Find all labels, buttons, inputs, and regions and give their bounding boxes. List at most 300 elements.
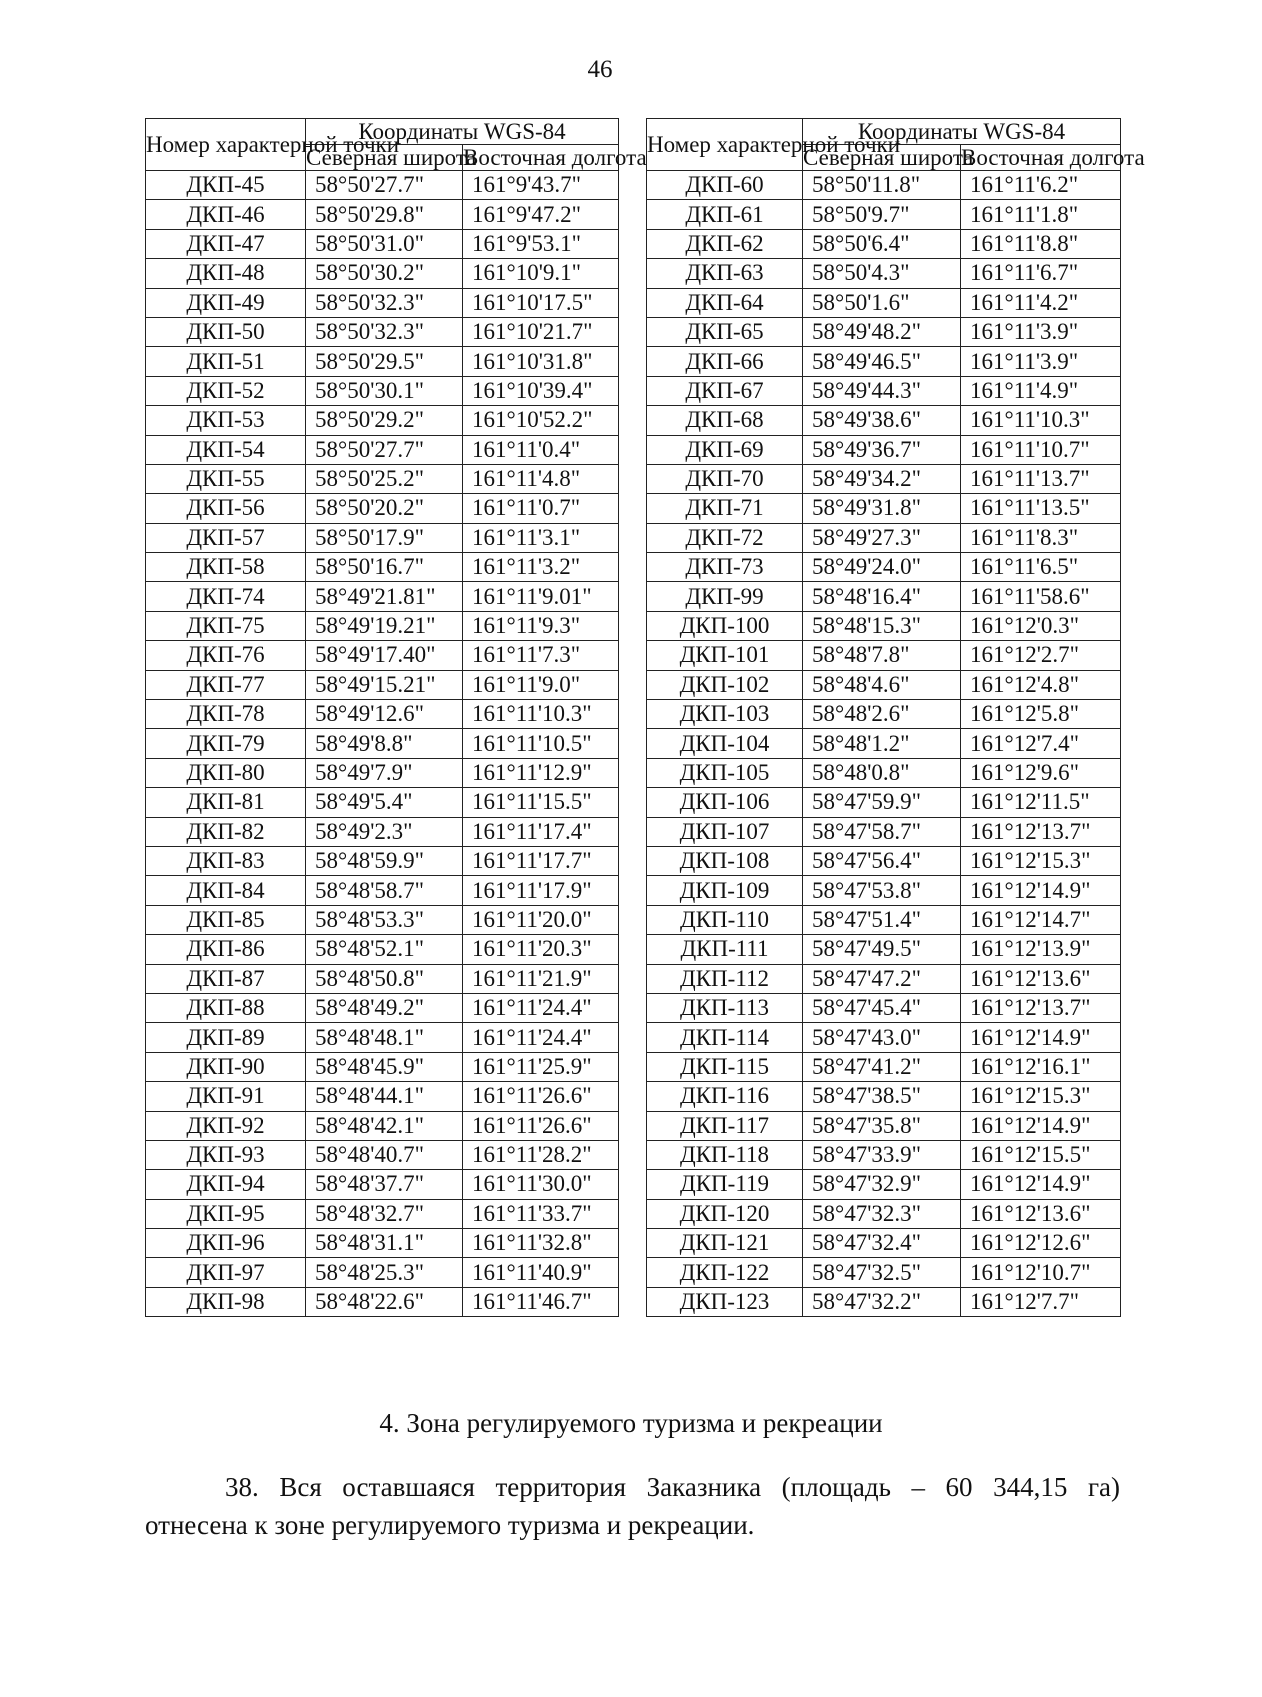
longitude-cell: 161°11'17.4" (463, 817, 619, 846)
table-row (146, 494, 619, 523)
point-id-cell: ДКП-65 (647, 317, 803, 346)
point-id-cell: ДКП-83 (146, 846, 306, 875)
longitude-cell: 161°12'5.8" (961, 700, 1121, 729)
point-id-cell: ДКП-107 (647, 817, 803, 846)
longitude-cell: 161°9'43.7" (463, 171, 619, 200)
longitude-cell: 161°11'13.7" (961, 464, 1121, 493)
longitude-cell: 161°12'7.7" (961, 1287, 1121, 1316)
point-id-cell: ДКП-53 (146, 406, 306, 435)
point-id-cell: ДКП-91 (146, 1082, 306, 1111)
point-id-cell: ДКП-74 (146, 582, 306, 611)
latitude-cell: 58°49'46.5" (803, 347, 961, 376)
longitude-cell: 161°12'15.5" (961, 1140, 1121, 1169)
header-point-number: Номер характерной точки (146, 119, 306, 171)
longitude-cell: 161°11'10.3" (463, 700, 619, 729)
table-row (647, 1258, 1121, 1287)
latitude-cell: 58°48'22.6" (306, 1287, 463, 1316)
table-row (146, 905, 619, 934)
point-id-cell: ДКП-110 (647, 905, 803, 934)
longitude-cell: 161°11'9.3" (463, 611, 619, 640)
point-id-cell: ДКП-92 (146, 1111, 306, 1140)
latitude-cell: 58°49'44.3" (803, 376, 961, 405)
longitude-cell: 161°12'13.6" (961, 964, 1121, 993)
longitude-cell: 161°12'14.7" (961, 905, 1121, 934)
longitude-cell: 161°12'13.9" (961, 935, 1121, 964)
longitude-cell: 161°9'53.1" (463, 229, 619, 258)
table-row (146, 1287, 619, 1316)
point-id-cell: ДКП-71 (647, 494, 803, 523)
longitude-cell: 161°12'9.6" (961, 758, 1121, 787)
point-id-cell: ДКП-63 (647, 259, 803, 288)
longitude-cell: 161°10'52.2" (463, 406, 619, 435)
latitude-cell: 58°50'6.4" (803, 229, 961, 258)
point-id-cell: ДКП-101 (647, 641, 803, 670)
longitude-cell: 161°11'10.7" (961, 435, 1121, 464)
table-row (647, 406, 1121, 435)
table-row (146, 1111, 619, 1140)
longitude-cell: 161°11'10.5" (463, 729, 619, 758)
point-id-cell: ДКП-55 (146, 464, 306, 493)
header-longitude: Восточная долгота (961, 145, 1145, 170)
latitude-cell: 58°48'45.9" (306, 1052, 463, 1081)
table-row (146, 1140, 619, 1169)
point-id-cell: ДКП-68 (647, 406, 803, 435)
longitude-cell: 161°12'14.9" (961, 876, 1121, 905)
table-body (647, 171, 1121, 1317)
point-id-cell: ДКП-75 (146, 611, 306, 640)
point-id-cell: ДКП-73 (647, 553, 803, 582)
longitude-cell: 161°11'33.7" (463, 1199, 619, 1228)
table-row (146, 758, 619, 787)
latitude-cell: 58°49'7.9" (306, 758, 463, 787)
table-row (146, 259, 619, 288)
latitude-cell: 58°48'15.3" (803, 611, 961, 640)
table-row (146, 670, 619, 699)
point-id-cell: ДКП-100 (647, 611, 803, 640)
point-id-cell: ДКП-103 (647, 700, 803, 729)
latitude-cell: 58°47'56.4" (803, 846, 961, 875)
latitude-cell: 58°49'36.7" (803, 435, 961, 464)
table-row (647, 1052, 1121, 1081)
latitude-cell: 58°50'27.7" (306, 435, 463, 464)
table-row (647, 1140, 1121, 1169)
longitude-cell: 161°11'9.01" (463, 582, 619, 611)
longitude-cell: 161°11'3.1" (463, 523, 619, 552)
point-id-cell: ДКП-99 (647, 582, 803, 611)
point-id-cell: ДКП-94 (146, 1170, 306, 1199)
table-row (647, 700, 1121, 729)
point-id-cell: ДКП-54 (146, 435, 306, 464)
point-id-cell: ДКП-56 (146, 494, 306, 523)
latitude-cell: 58°47'59.9" (803, 788, 961, 817)
longitude-cell: 161°12'13.7" (961, 817, 1121, 846)
latitude-cell: 58°48'1.2" (803, 729, 961, 758)
point-id-cell: ДКП-67 (647, 376, 803, 405)
table-header (146, 119, 647, 171)
latitude-cell: 58°50'25.2" (306, 464, 463, 493)
longitude-cell: 161°10'21.7" (463, 317, 619, 346)
point-id-cell: ДКП-97 (146, 1258, 306, 1287)
latitude-cell: 58°48'7.8" (803, 641, 961, 670)
latitude-cell: 58°49'34.2" (803, 464, 961, 493)
point-id-cell: ДКП-114 (647, 1023, 803, 1052)
point-id-cell: ДКП-104 (647, 729, 803, 758)
longitude-cell: 161°12'10.7" (961, 1258, 1121, 1287)
table-row (146, 700, 619, 729)
longitude-cell: 161°11'3.2" (463, 553, 619, 582)
point-id-cell: ДКП-98 (146, 1287, 306, 1316)
table-row (146, 1052, 619, 1081)
table-row (647, 229, 1121, 258)
table-row (647, 1287, 1121, 1316)
point-id-cell: ДКП-115 (647, 1052, 803, 1081)
longitude-cell: 161°12'13.6" (961, 1199, 1121, 1228)
longitude-cell: 161°11'4.2" (961, 288, 1121, 317)
table-row (146, 817, 619, 846)
latitude-cell: 58°50'31.0" (306, 229, 463, 258)
latitude-cell: 58°49'38.6" (803, 406, 961, 435)
point-id-cell: ДКП-80 (146, 758, 306, 787)
point-id-cell: ДКП-109 (647, 876, 803, 905)
table-row (647, 611, 1121, 640)
longitude-cell: 161°12'16.1" (961, 1052, 1121, 1081)
table-row (146, 788, 619, 817)
table-row (647, 171, 1121, 200)
longitude-cell: 161°11'7.3" (463, 641, 619, 670)
point-id-cell: ДКП-62 (647, 229, 803, 258)
table-row (647, 788, 1121, 817)
point-id-cell: ДКП-50 (146, 317, 306, 346)
point-id-cell: ДКП-77 (146, 670, 306, 699)
point-id-cell: ДКП-123 (647, 1287, 803, 1316)
table-row (146, 846, 619, 875)
table-header (647, 119, 1145, 171)
latitude-cell: 58°47'53.8" (803, 876, 961, 905)
longitude-cell: 161°12'15.3" (961, 846, 1121, 875)
table-row (647, 729, 1121, 758)
latitude-cell: 58°47'32.2" (803, 1287, 961, 1316)
header-longitude: Восточная долгота (463, 145, 647, 170)
latitude-cell: 58°48'49.2" (306, 993, 463, 1022)
longitude-cell: 161°11'28.2" (463, 1140, 619, 1169)
point-id-cell: ДКП-112 (647, 964, 803, 993)
longitude-cell: 161°11'4.9" (961, 376, 1121, 405)
paragraph-38 (145, 1468, 1120, 1544)
point-id-cell: ДКП-86 (146, 935, 306, 964)
longitude-cell: 161°11'3.9" (961, 347, 1121, 376)
longitude-cell: 161°10'9.1" (463, 259, 619, 288)
table-row (647, 964, 1121, 993)
table-row (146, 1258, 619, 1287)
point-id-cell: ДКП-88 (146, 993, 306, 1022)
latitude-cell: 58°47'58.7" (803, 817, 961, 846)
point-id-cell: ДКП-45 (146, 171, 306, 200)
table-row (647, 200, 1121, 229)
longitude-cell: 161°11'20.0" (463, 905, 619, 934)
point-id-cell: ДКП-51 (146, 347, 306, 376)
longitude-cell: 161°11'0.7" (463, 494, 619, 523)
header-coordinates: Координаты WGS-84 (306, 119, 619, 145)
latitude-cell: 58°48'0.8" (803, 758, 961, 787)
latitude-cell: 58°50'17.9" (306, 523, 463, 552)
table-row (146, 435, 619, 464)
latitude-cell: 58°49'48.2" (803, 317, 961, 346)
table-row (647, 1023, 1121, 1052)
latitude-cell: 58°49'15.21" (306, 670, 463, 699)
longitude-cell: 161°11'24.4" (463, 1023, 619, 1052)
longitude-cell: 161°12'12.6" (961, 1229, 1121, 1258)
longitude-cell: 161°11'6.7" (961, 259, 1121, 288)
point-id-cell: ДКП-78 (146, 700, 306, 729)
latitude-cell: 58°48'48.1" (306, 1023, 463, 1052)
table-row (647, 435, 1121, 464)
table-row (647, 259, 1121, 288)
table-row (146, 1023, 619, 1052)
point-id-cell: ДКП-89 (146, 1023, 306, 1052)
point-id-cell: ДКП-60 (647, 171, 803, 200)
point-id-cell: ДКП-72 (647, 523, 803, 552)
point-id-cell: ДКП-106 (647, 788, 803, 817)
latitude-cell: 58°47'45.4" (803, 993, 961, 1022)
table-row (146, 464, 619, 493)
point-id-cell: ДКП-69 (647, 435, 803, 464)
latitude-cell: 58°50'9.7" (803, 200, 961, 229)
table-row (146, 1170, 619, 1199)
longitude-cell: 161°12'13.7" (961, 993, 1121, 1022)
point-id-cell: ДКП-117 (647, 1111, 803, 1140)
longitude-cell: 161°11'20.3" (463, 935, 619, 964)
longitude-cell: 161°11'17.7" (463, 846, 619, 875)
table-row (146, 993, 619, 1022)
longitude-cell: 161°11'13.5" (961, 494, 1121, 523)
table-row (647, 376, 1121, 405)
table-row (647, 670, 1121, 699)
table-row (647, 494, 1121, 523)
table-row (146, 171, 619, 200)
latitude-cell: 58°47'33.9" (803, 1140, 961, 1169)
table-row (146, 582, 619, 611)
table-row (146, 317, 619, 346)
latitude-cell: 58°50'11.8" (803, 171, 961, 200)
point-id-cell: ДКП-105 (647, 758, 803, 787)
table-row (647, 1229, 1121, 1258)
table-row (647, 817, 1121, 846)
longitude-cell: 161°11'25.9" (463, 1052, 619, 1081)
point-id-cell: ДКП-52 (146, 376, 306, 405)
longitude-cell: 161°11'4.8" (463, 464, 619, 493)
table-row (647, 876, 1121, 905)
latitude-cell: 58°47'32.3" (803, 1199, 961, 1228)
longitude-cell: 161°11'6.2" (961, 171, 1121, 200)
point-id-cell: ДКП-118 (647, 1140, 803, 1169)
latitude-cell: 58°47'38.5" (803, 1082, 961, 1111)
latitude-cell: 58°49'2.3" (306, 817, 463, 846)
latitude-cell: 58°48'32.7" (306, 1199, 463, 1228)
longitude-cell: 161°11'15.5" (463, 788, 619, 817)
table-row (146, 964, 619, 993)
latitude-cell: 58°47'35.8" (803, 1111, 961, 1140)
table-row (146, 611, 619, 640)
header-point-number: Номер характерной точки (647, 119, 803, 171)
latitude-cell: 58°49'12.6" (306, 700, 463, 729)
table-row (647, 758, 1121, 787)
latitude-cell: 58°48'25.3" (306, 1258, 463, 1287)
longitude-cell: 161°11'58.6" (961, 582, 1121, 611)
point-id-cell: ДКП-102 (647, 670, 803, 699)
latitude-cell: 58°47'49.5" (803, 935, 961, 964)
point-id-cell: ДКП-84 (146, 876, 306, 905)
latitude-cell: 58°49'8.8" (306, 729, 463, 758)
longitude-cell: 161°11'17.9" (463, 876, 619, 905)
point-id-cell: ДКП-81 (146, 788, 306, 817)
table-row (146, 229, 619, 258)
latitude-cell: 58°50'20.2" (306, 494, 463, 523)
latitude-cell: 58°48'2.6" (803, 700, 961, 729)
page-number: 46 (587, 56, 613, 83)
table-row (647, 523, 1121, 552)
longitude-cell: 161°11'0.4" (463, 435, 619, 464)
table-row (146, 376, 619, 405)
latitude-cell: 58°48'59.9" (306, 846, 463, 875)
latitude-cell: 58°49'19.21" (306, 611, 463, 640)
table-row (146, 523, 619, 552)
table-row (647, 935, 1121, 964)
point-id-cell: ДКП-85 (146, 905, 306, 934)
longitude-cell: 161°9'47.2" (463, 200, 619, 229)
point-id-cell: ДКП-48 (146, 259, 306, 288)
table-row (146, 200, 619, 229)
header-latitude: Северная широта (306, 145, 477, 170)
longitude-cell: 161°10'39.4" (463, 376, 619, 405)
latitude-cell: 58°50'29.2" (306, 406, 463, 435)
header-latitude: Северная широта (803, 145, 974, 170)
longitude-cell: 161°12'14.9" (961, 1170, 1121, 1199)
point-id-cell: ДКП-66 (647, 347, 803, 376)
table-row (146, 288, 619, 317)
table-row (146, 876, 619, 905)
latitude-cell: 58°48'16.4" (803, 582, 961, 611)
longitude-cell: 161°12'15.3" (961, 1082, 1121, 1111)
longitude-cell: 161°11'1.8" (961, 200, 1121, 229)
point-id-cell: ДКП-113 (647, 993, 803, 1022)
table-body (146, 171, 619, 1317)
latitude-cell: 58°49'21.81" (306, 582, 463, 611)
point-id-cell: ДКП-61 (647, 200, 803, 229)
point-id-cell: ДКП-87 (146, 964, 306, 993)
latitude-cell: 58°47'41.2" (803, 1052, 961, 1081)
longitude-cell: 161°12'11.5" (961, 788, 1121, 817)
latitude-cell: 58°50'29.8" (306, 200, 463, 229)
longitude-cell: 161°10'31.8" (463, 347, 619, 376)
latitude-cell: 58°47'43.0" (803, 1023, 961, 1052)
point-id-cell: ДКП-82 (146, 817, 306, 846)
table-row (647, 464, 1121, 493)
table-row (647, 347, 1121, 376)
latitude-cell: 58°50'30.2" (306, 259, 463, 288)
latitude-cell: 58°48'40.7" (306, 1140, 463, 1169)
point-id-cell: ДКП-96 (146, 1229, 306, 1258)
longitude-cell: 161°12'7.4" (961, 729, 1121, 758)
longitude-cell: 161°11'21.9" (463, 964, 619, 993)
longitude-cell: 161°11'26.6" (463, 1111, 619, 1140)
longitude-cell: 161°12'4.8" (961, 670, 1121, 699)
latitude-cell: 58°47'32.9" (803, 1170, 961, 1199)
table-row (146, 935, 619, 964)
point-id-cell: ДКП-76 (146, 641, 306, 670)
latitude-cell: 58°48'52.1" (306, 935, 463, 964)
table-row (146, 1229, 619, 1258)
latitude-cell: 58°47'51.4" (803, 905, 961, 934)
point-id-cell: ДКП-90 (146, 1052, 306, 1081)
longitude-cell: 161°11'9.0" (463, 670, 619, 699)
longitude-cell: 161°11'46.7" (463, 1287, 619, 1316)
header-coordinates: Координаты WGS-84 (803, 119, 1121, 145)
table-row (146, 347, 619, 376)
longitude-cell: 161°11'30.0" (463, 1170, 619, 1199)
point-id-cell: ДКП-108 (647, 846, 803, 875)
coordinates-table-left (145, 118, 647, 1317)
latitude-cell: 58°49'24.0" (803, 553, 961, 582)
table-row (146, 641, 619, 670)
point-id-cell: ДКП-70 (647, 464, 803, 493)
longitude-cell: 161°12'14.9" (961, 1111, 1121, 1140)
table-row (647, 846, 1121, 875)
paragraph-line-2: отнесена к зоне регулируемого туризма и рекреации. (145, 1510, 755, 1540)
longitude-cell: 161°11'26.6" (463, 1082, 619, 1111)
longitude-cell: 161°11'8.8" (961, 229, 1121, 258)
latitude-cell: 58°48'31.1" (306, 1229, 463, 1258)
table-row (647, 1111, 1121, 1140)
longitude-cell: 161°11'24.4" (463, 993, 619, 1022)
latitude-cell: 58°49'5.4" (306, 788, 463, 817)
point-id-cell: ДКП-122 (647, 1258, 803, 1287)
paragraph-line-1: 38. Вся оставшаяся территория Заказника (площадь – 60 344,15 га) (225, 1472, 1120, 1502)
point-id-cell: ДКП-116 (647, 1082, 803, 1111)
table-row (647, 1082, 1121, 1111)
longitude-cell: 161°11'32.8" (463, 1229, 619, 1258)
table-row (146, 1199, 619, 1228)
latitude-cell: 58°49'17.40" (306, 641, 463, 670)
longitude-cell: 161°10'17.5" (463, 288, 619, 317)
latitude-cell: 58°48'4.6" (803, 670, 961, 699)
point-id-cell: ДКП-93 (146, 1140, 306, 1169)
longitude-cell: 161°11'3.9" (961, 317, 1121, 346)
latitude-cell: 58°50'32.3" (306, 288, 463, 317)
table-row (146, 1082, 619, 1111)
table-row (146, 553, 619, 582)
point-id-cell: ДКП-64 (647, 288, 803, 317)
point-id-cell: ДКП-58 (146, 553, 306, 582)
latitude-cell: 58°50'4.3" (803, 259, 961, 288)
point-id-cell: ДКП-120 (647, 1199, 803, 1228)
point-id-cell: ДКП-119 (647, 1170, 803, 1199)
table-row (146, 729, 619, 758)
section-heading: 4. Зона регулируемого туризма и рекреации (379, 1408, 883, 1438)
latitude-cell: 58°49'27.3" (803, 523, 961, 552)
longitude-cell: 161°11'6.5" (961, 553, 1121, 582)
latitude-cell: 58°48'58.7" (306, 876, 463, 905)
longitude-cell: 161°11'40.9" (463, 1258, 619, 1287)
latitude-cell: 58°50'30.1" (306, 376, 463, 405)
point-id-cell: ДКП-57 (146, 523, 306, 552)
latitude-cell: 58°48'53.3" (306, 905, 463, 934)
table-row (647, 1199, 1121, 1228)
point-id-cell: ДКП-121 (647, 1229, 803, 1258)
latitude-cell: 58°50'27.7" (306, 171, 463, 200)
longitude-cell: 161°11'10.3" (961, 406, 1121, 435)
latitude-cell: 58°48'50.8" (306, 964, 463, 993)
table-row (647, 553, 1121, 582)
